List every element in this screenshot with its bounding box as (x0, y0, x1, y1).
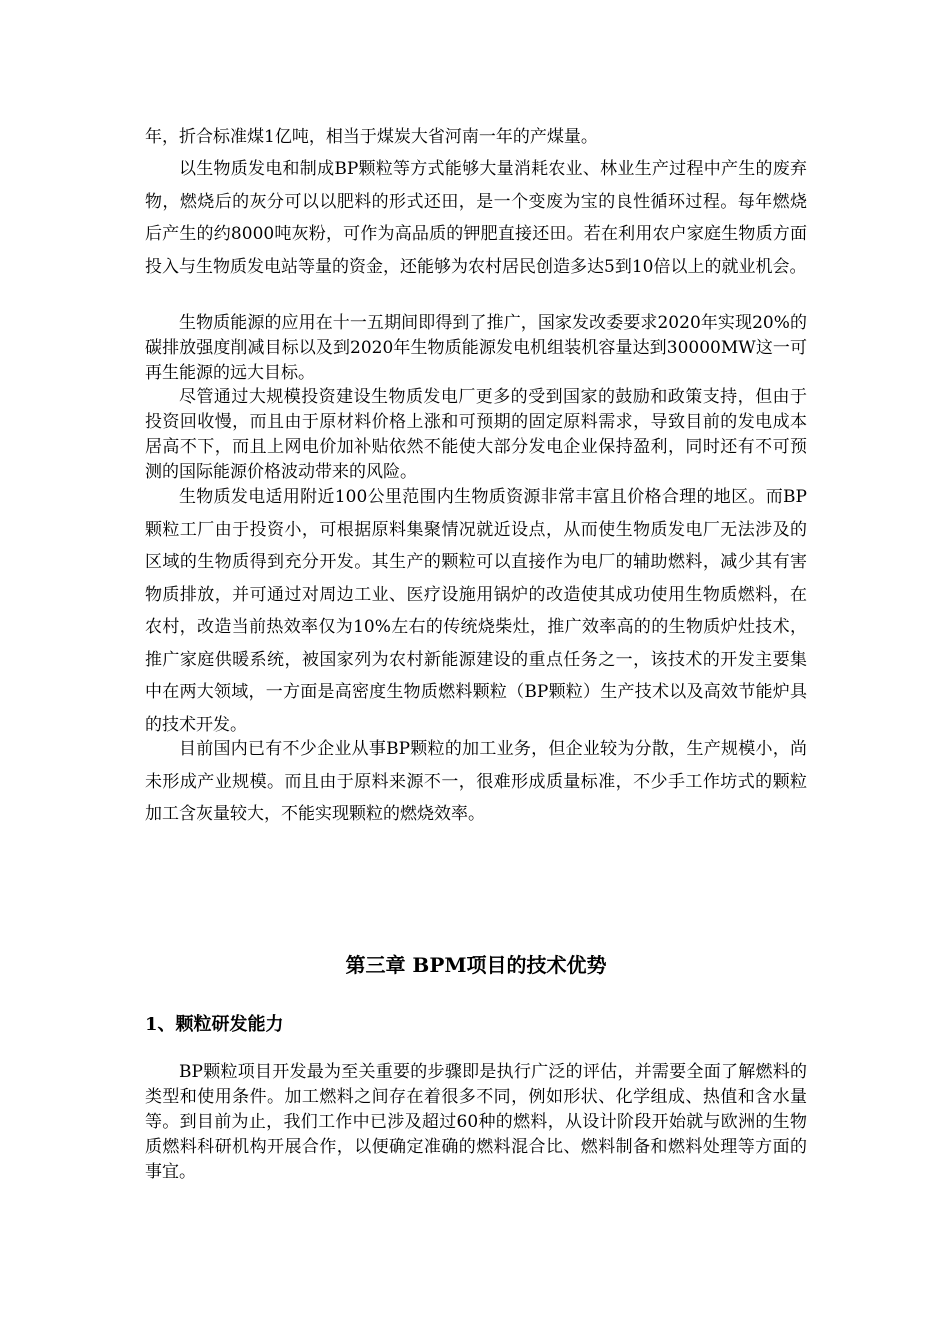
paragraph-policy-targets: 生物质能源的应用在十一五期间即得到了推广，国家发改委要求2020年实现20%的碳排放强度削减目标以及到2020年生物质能源发电机组装机容量达到30000MW这一可再生能源的远大目标。 (145, 313, 807, 383)
paragraph-rd-capability: BP颗粒项目开发最为至关重要的步骤即是执行广泛的评估，并需要全面了解燃料的类型和使用条件。加工燃料之间存在着很多不同，例如形状、化学组成、热值和含水量等。到目前为止，我们工作中已涉及超过60种的燃料，从设计阶段开始就与欧洲的生物质燃料科研机构开展合作，以便确定准确的燃料混合比、燃料制备和燃料处理等方面的事宜。 (145, 1062, 807, 1182)
chapter-title: 第三章 BPM项目的技术优势 (345, 953, 607, 977)
paragraph-domestic-industry: 目前国内已有不少企业从事BP颗粒的加工业务，但企业较为分散，生产规模小，尚未形成产业规模。而且由于原料来源不一，很难形成质量标准，不少手工作坊式的颗粒加工含灰量较大，不能实现颗粒的燃烧效率。 (145, 739, 807, 824)
section-heading: 1、颗粒研发能力 (145, 1014, 284, 1035)
paragraph-pellet-advantages: 生物质发电适用附近100公里范围内生物质资源非常丰富且价格合理的地区。而BP颗粒工厂由于投资小，可根据原料集聚情况就近设点，从而使生物质发电厂无法涉及的区域的生物质得到充分开发。其生产的颗粒可以直接作为电厂的辅助燃料，减少其有害物质排放，并可通过对周边工业、医疗设施用锅炉的改造使其成功使用生物质燃料，在农村，改造当前热效率仅为10%左右的传统烧柴灶，推广效率高的的生物质炉灶技术，推广家庭供暖系统，被国家列为农村新能源建设的重点任务之一，该技术的开发主要集中在两大领域，一方面是高密度生物质燃料颗粒（BP颗粒）生产技术以及高效节能炉具的技术开发。 (145, 487, 807, 735)
paragraph-waste-recycling: 以生物质发电和制成BP颗粒等方式能够大量消耗农业、林业生产过程中产生的废弃物，燃烧后的灰分可以以肥料的形式还田，是一个变废为宝的良性循环过程。每年燃烧后产生的约8000吨灰粉，可作为高品质的钾肥直接还田。若在利用农户家庭生物质方面投入与生物质发电站等量的资金，还能够为农村居民创造多达5到10倍以上的就业机会。 (145, 159, 807, 277)
paragraph-investment-risks: 尽管通过大规模投资建设生物质发电厂更多的受到国家的鼓励和政策支持，但由于投资回收慢，而且由于原材料价格上涨和可预期的固定原料需求，导致目前的发电成本居高不下，而且上网电价加补贴依然不能使大部分发电企业保持盈利，同时还有不可预测的国际能源价格波动带来的风险。 (145, 387, 807, 482)
paragraph-coal-equivalent: 年，折合标准煤1亿吨，相当于煤炭大省河南一年的产煤量。 (145, 127, 598, 147)
